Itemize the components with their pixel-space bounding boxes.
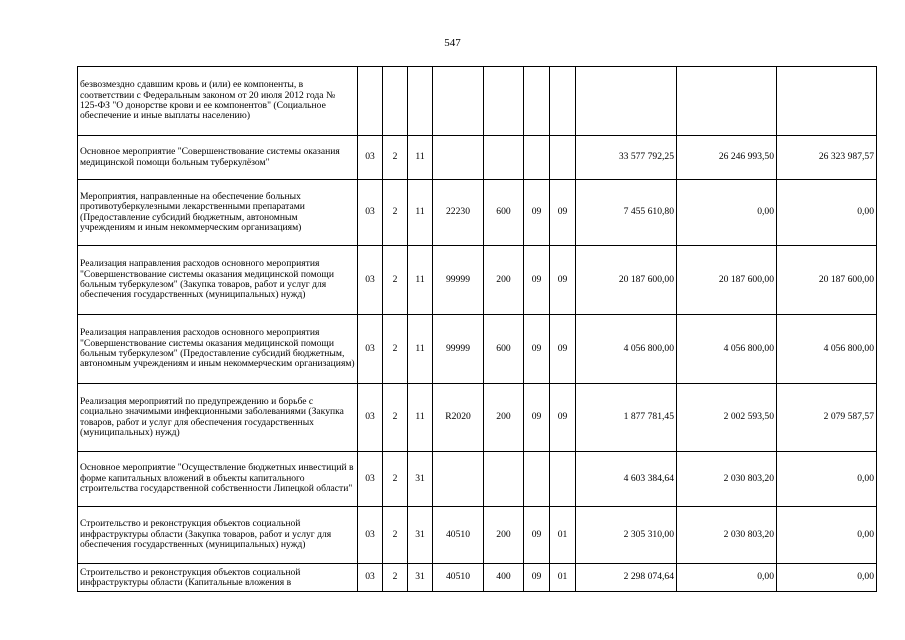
program-code: 03 <box>358 246 383 315</box>
section-code: 09 <box>524 246 550 315</box>
row-description: Строительство и реконструкция объектов социальной инфраструктуры области (Закупка товаров, работ и услуг для обеспечения государственных (муниципальных) нужд) <box>78 507 358 564</box>
table-row <box>78 67 877 136</box>
subprogram-code: 2 <box>383 246 408 315</box>
amount-year-1: 20 187 600,00 <box>576 246 677 315</box>
amount-year-2: 0,00 <box>677 180 777 246</box>
amount-year-1: 2 305 310,00 <box>576 507 677 564</box>
subprogram-code <box>383 67 408 136</box>
section-code: 09 <box>524 384 550 452</box>
section-code <box>524 452 550 507</box>
row-description: Основное мероприятие "Совершенствование системы оказания медицинской помощи больным туберкулёзом" <box>78 136 358 180</box>
subprogram-code: 2 <box>383 564 408 592</box>
amount-year-3: 0,00 <box>777 564 877 592</box>
section-code: 09 <box>524 315 550 384</box>
table-row <box>78 507 877 564</box>
expense-type-code: 200 <box>484 384 524 452</box>
amount-year-2 <box>677 67 777 136</box>
direction-code: 99999 <box>433 246 484 315</box>
amount-year-3: 20 187 600,00 <box>777 246 877 315</box>
amount-year-1: 2 298 074,64 <box>576 564 677 592</box>
table-row <box>78 452 877 507</box>
expense-type-code: 200 <box>484 507 524 564</box>
amount-year-2: 2 002 593,50 <box>677 384 777 452</box>
direction-code: R2020 <box>433 384 484 452</box>
row-description: Реализация мероприятий по предупреждению и борьбе с социально значимыми инфекционными заболеваниями (Закупка товаров, работ и услуг для обеспечения государственных (муниципальных) нужд) <box>78 384 358 452</box>
row-description: Реализация направления расходов основного мероприятия "Совершенствование системы оказания медицинской помощи больным туберкулезом" (Закупка товаров, работ и услуг для обеспечения государственных (муниципальных) нужд) <box>78 246 358 315</box>
row-description: Реализация направления расходов основного мероприятия "Совершенствование системы оказания медицинской помощи больным туберкулезом" (Предоставление субсидий бюджетным, автономным учреждениям и иным некоммерческим организациям) <box>78 315 358 384</box>
table-row <box>78 180 877 246</box>
main-event-code: 11 <box>408 180 433 246</box>
table-row <box>78 136 877 180</box>
expense-type-code: 600 <box>484 315 524 384</box>
subsection-code: 09 <box>550 315 576 384</box>
amount-year-1: 4 603 384,64 <box>576 452 677 507</box>
program-code: 03 <box>358 315 383 384</box>
amount-year-1 <box>576 67 677 136</box>
amount-year-3 <box>777 67 877 136</box>
direction-code <box>433 452 484 507</box>
subprogram-code: 2 <box>383 136 408 180</box>
program-code: 03 <box>358 564 383 592</box>
subsection-code: 09 <box>550 384 576 452</box>
amount-year-2: 2 030 803,20 <box>677 452 777 507</box>
subsection-code <box>550 452 576 507</box>
main-event-code: 11 <box>408 246 433 315</box>
main-event-code: 11 <box>408 315 433 384</box>
row-description: Основное мероприятие "Осуществление бюджетных инвестиций в форме капитальных вложений в объекты капитального строительства государственной собственности Липецкой области" <box>78 452 358 507</box>
expense-type-code: 400 <box>484 564 524 592</box>
amount-year-1: 7 455 610,80 <box>576 180 677 246</box>
row-description: Мероприятия, направленные на обеспечение больных противотуберкулезными лекарственными препаратами (Предоставление субсидий бюджетным, автономным учреждениям и иным некоммерческим организациям) <box>78 180 358 246</box>
main-event-code: 31 <box>408 507 433 564</box>
subsection-code: 09 <box>550 246 576 315</box>
subprogram-code: 2 <box>383 384 408 452</box>
main-event-code: 11 <box>408 384 433 452</box>
section-code <box>524 67 550 136</box>
subprogram-code: 2 <box>383 507 408 564</box>
expense-type-code <box>484 67 524 136</box>
amount-year-3: 0,00 <box>777 507 877 564</box>
row-description: безвозмездно сдавшим кровь и (или) ее компоненты, в соответствии с Федеральным законом от 20 июля 2012 года № 125-ФЗ "О донорстве крови и ее компонентов" (Социальное обеспечение и иные выплаты населению) <box>78 67 358 136</box>
main-event-code <box>408 67 433 136</box>
amount-year-3: 0,00 <box>777 180 877 246</box>
subsection-code: 01 <box>550 507 576 564</box>
amount-year-3: 0,00 <box>777 452 877 507</box>
amount-year-1: 1 877 781,45 <box>576 384 677 452</box>
amount-year-2: 4 056 800,00 <box>677 315 777 384</box>
row-description <box>78 564 358 592</box>
subprogram-code: 2 <box>383 315 408 384</box>
budget-table <box>77 66 877 592</box>
expense-type-code <box>484 136 524 180</box>
subprogram-code: 2 <box>383 452 408 507</box>
section-code: 09 <box>524 564 550 592</box>
amount-year-3: 26 323 987,57 <box>777 136 877 180</box>
amount-year-2: 2 030 803,20 <box>677 507 777 564</box>
section-code: 09 <box>524 180 550 246</box>
table-row <box>78 246 877 315</box>
page-number: 547 <box>444 37 461 49</box>
subsection-code <box>550 136 576 180</box>
amount-year-3: 4 056 800,00 <box>777 315 877 384</box>
program-code: 03 <box>358 180 383 246</box>
direction-code: 99999 <box>433 315 484 384</box>
amount-year-2: 20 187 600,00 <box>677 246 777 315</box>
table-row <box>78 315 877 384</box>
table-row <box>78 564 877 592</box>
expense-type-code: 600 <box>484 180 524 246</box>
subprogram-code: 2 <box>383 180 408 246</box>
expense-type-code <box>484 452 524 507</box>
amount-year-2: 0,00 <box>677 564 777 592</box>
subsection-code: 01 <box>550 564 576 592</box>
direction-code: 40510 <box>433 564 484 592</box>
program-code: 03 <box>358 384 383 452</box>
subsection-code: 09 <box>550 180 576 246</box>
section-code: 09 <box>524 507 550 564</box>
program-code: 03 <box>358 507 383 564</box>
section-code <box>524 136 550 180</box>
subsection-code <box>550 67 576 136</box>
program-code <box>358 67 383 136</box>
main-event-code: 31 <box>408 564 433 592</box>
table-row <box>78 384 877 452</box>
program-code: 03 <box>358 452 383 507</box>
main-event-code: 11 <box>408 136 433 180</box>
amount-year-3: 2 079 587,57 <box>777 384 877 452</box>
amount-year-1: 4 056 800,00 <box>576 315 677 384</box>
amount-year-2: 26 246 993,50 <box>677 136 777 180</box>
amount-year-1: 33 577 792,25 <box>576 136 677 180</box>
main-event-code: 31 <box>408 452 433 507</box>
row-description-text: Строительство и реконструкция объектов социальной инфраструктуры области (Капитальные вложения в <box>80 567 301 588</box>
program-code: 03 <box>358 136 383 180</box>
direction-code <box>433 67 484 136</box>
direction-code: 40510 <box>433 507 484 564</box>
direction-code <box>433 136 484 180</box>
expense-type-code: 200 <box>484 246 524 315</box>
direction-code: 22230 <box>433 180 484 246</box>
